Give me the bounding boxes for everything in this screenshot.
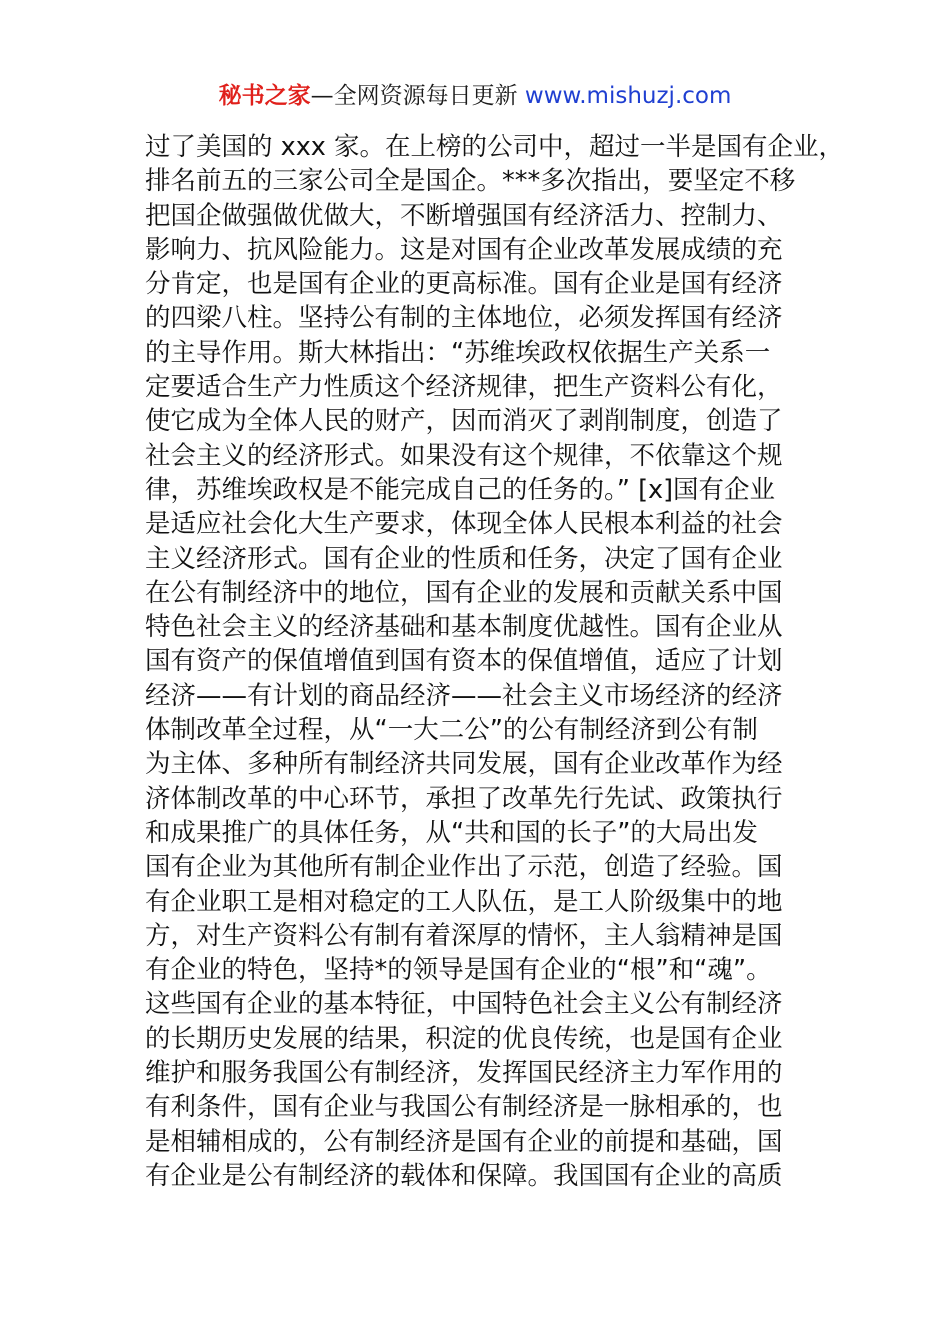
body-text-line: 排名前五的三家公司全是国企。***多次指出，要坚定不移 bbox=[145, 166, 796, 197]
body-text-line: 和成果推广的具体任务，从“共和国的长子”的大局出发 bbox=[145, 817, 758, 848]
body-text-line: 维护和服务我国公有制经济，发挥国民经济主力军作用的 bbox=[145, 1058, 783, 1089]
body-text-line: 的长期历史发展的结果，积淀的优良传统，也是国有企业 bbox=[145, 1023, 783, 1054]
body-text-line: 的主导作用。斯大林指出：“苏维埃政权依据生产关系一 bbox=[145, 337, 771, 368]
header-site-link[interactable]: www.mishuzj.com bbox=[524, 83, 732, 109]
body-paragraph bbox=[145, 130, 844, 1193]
body-text-line: 分肯定，也是国有企业的更高标准。国有企业是国有经济 bbox=[145, 269, 783, 300]
body-text-line: 把国企做强做优做大，不断增强国有经济活力、控制力、 bbox=[145, 200, 783, 231]
body-text-line: 定要适合生产力性质这个经济规律，把生产资料公有化， bbox=[145, 372, 783, 403]
body-text-line: 国有企业为其他所有制企业作出了示范，创造了经验。国 bbox=[145, 852, 783, 883]
body-text-line: 为主体、多种所有制经济共同发展，国有企业改革作为经 bbox=[145, 749, 783, 780]
header-tagline: —全网资源每日更新 bbox=[310, 83, 525, 109]
body-text-line: 过了美国的 xxx 家。在上榜的公司中，超过一半是国有企业， bbox=[145, 132, 844, 162]
body-text-line: 有企业是公有制经济的载体和保障。我国国有企业的高质 bbox=[145, 1160, 783, 1191]
body-text-line: 这些国有企业的基本特征，中国特色社会主义公有制经济 bbox=[145, 989, 783, 1020]
body-text-line: 使它成为全体人民的财产，因而消灭了剥削制度，创造了 bbox=[145, 406, 783, 437]
body-text-line: 影响力、抗风险能力。这是对国有企业改革发展成绩的充 bbox=[145, 234, 783, 265]
body-text-line: 律，苏维埃政权是不能完成自己的任务的。” [x]国有企业 bbox=[145, 474, 776, 505]
body-text-line: 社会主义的经济形式。如果没有这个规律，不依靠这个规 bbox=[145, 440, 783, 471]
body-text-line: 是适应社会化大生产要求，体现全体人民根本利益的社会 bbox=[145, 509, 783, 540]
body-text-line: 经济——有计划的商品经济——社会主义市场经济的经济 bbox=[145, 680, 783, 711]
body-text-line: 体制改革全过程，从“一大二公”的公有制经济到公有制 bbox=[145, 715, 758, 746]
body-text-line: 国有资产的保值增值到国有资本的保值增值，适应了计划 bbox=[145, 646, 783, 677]
body-text-line: 有企业的特色，坚持*的领导是国有企业的“根”和“魂”。 bbox=[145, 955, 772, 986]
body-text-line: 方，对生产资料公有制有着深厚的情怀，主人翁精神是国 bbox=[145, 920, 783, 951]
header-brand: 秘书之家 bbox=[218, 83, 311, 109]
body-text-line: 是相辅相成的，公有制经济是国有企业的前提和基础，国 bbox=[145, 1126, 783, 1157]
body-text-line: 主义经济形式。国有企业的性质和任务，决定了国有企业 bbox=[145, 543, 783, 574]
body-text-line: 济体制改革的中心环节，承担了改革先行先试、政策执行 bbox=[145, 783, 783, 814]
body-text-line: 有利条件，国有企业与我国公有制经济是一脉相承的，也 bbox=[145, 1092, 783, 1123]
page-header bbox=[0, 80, 950, 112]
body-text-line: 有企业职工是相对稳定的工人队伍，是工人阶级集中的地 bbox=[145, 886, 783, 917]
body-text-line: 特色社会主义的经济基础和基本制度优越性。国有企业从 bbox=[145, 612, 783, 643]
body-text-line: 在公有制经济中的地位，国有企业的发展和贡献关系中国 bbox=[145, 577, 783, 608]
body-text-line: 的四梁八柱。坚持公有制的主体地位，必须发挥国有经济 bbox=[145, 303, 783, 334]
